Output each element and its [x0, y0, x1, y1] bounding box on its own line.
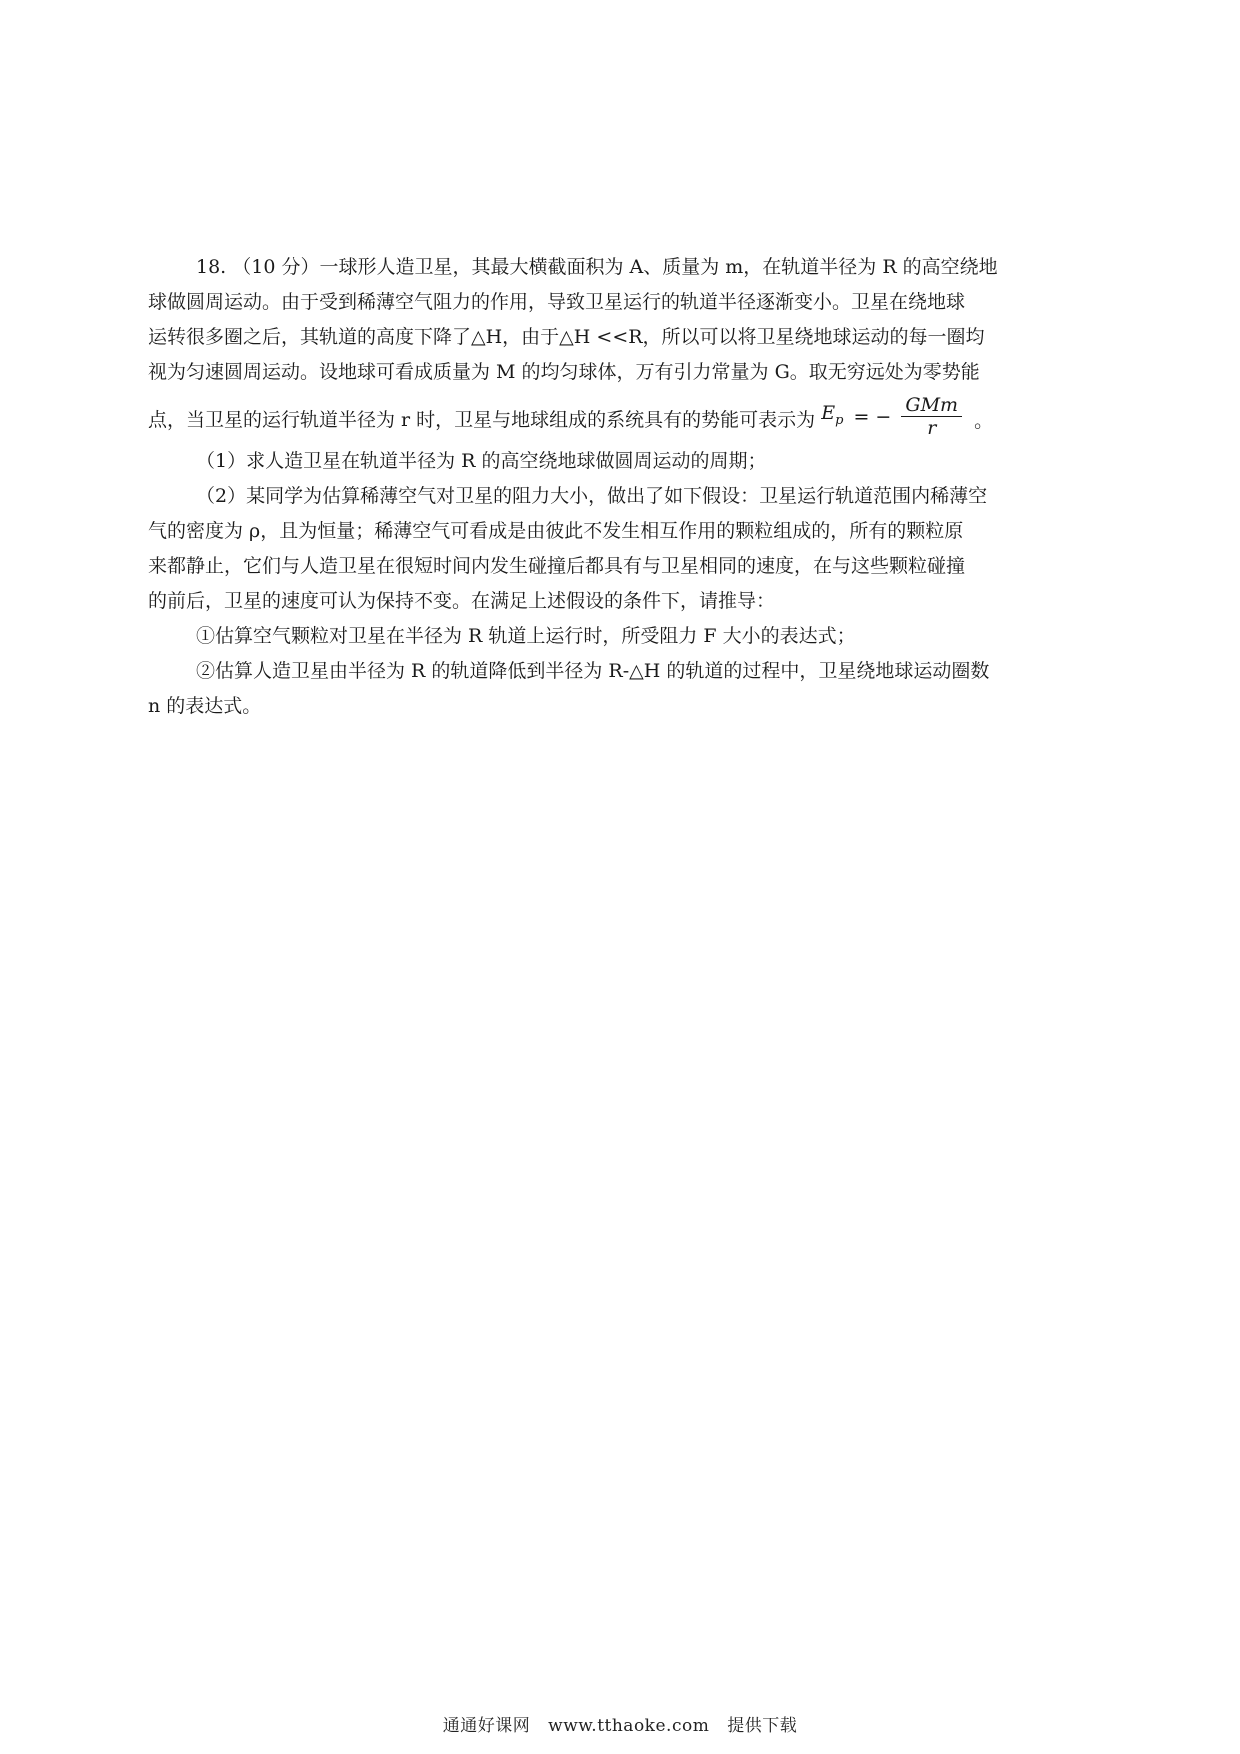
- problem-18: [148, 250, 1096, 724]
- footer-url: www.tthaoke.com: [548, 1716, 710, 1736]
- part-2-line: （2）某同学为估算稀薄空气对卫星的阻力大小，做出了如下假设：卫星运行轨道范围内稀薄空: [196, 485, 988, 507]
- footer-suffix: 提供下载: [727, 1716, 798, 1736]
- problem-text-line: 18. （10 分）一球形人造卫星，其最大横截面积为 A、质量为 m，在轨道半径为 R 的高空绕地: [196, 256, 998, 278]
- potential-energy-line: [148, 390, 1096, 444]
- problem-text-line: 视为匀速圆周运动。设地球可看成质量为 M 的均匀球体，万有引力常量为 G。取无穷远处为零势能: [148, 361, 980, 383]
- formula-end: 。: [974, 409, 994, 432]
- page-footer: [0, 1711, 1240, 1736]
- part-2-line: 的前后，卫星的速度可认为保持不变。在满足上述假设的条件下，请推导：: [148, 590, 776, 612]
- fraction-denominator: r: [927, 417, 937, 440]
- formula-line-text: 点，当卫星的运行轨道半径为 r 时，卫星与地球组成的系统具有的势能可表示为: [148, 408, 816, 431]
- fraction-numerator: GMm: [901, 394, 962, 417]
- part-2-line: 来都静止，它们与人造卫星在很短时间内发生碰撞后都具有与卫星相同的速度，在与这些颗粒碰撞: [148, 555, 966, 577]
- sub-question-1: ①估算空气颗粒对卫星在半径为 R 轨道上运行时，所受阻力 F 大小的表达式；: [196, 625, 856, 647]
- formula-lhs: $E_p$: [821, 402, 844, 428]
- sub-question-2-line: n 的表达式。: [148, 695, 262, 717]
- potential-energy-formula: [821, 386, 962, 448]
- formula-fraction: [901, 394, 962, 439]
- formula-equals-minus: = −: [853, 405, 892, 428]
- problem-text-line: 运转很多圈之后，其轨道的高度下降了△H，由于△H <<R，所以可以将卫星绕地球运动的每一圈均: [148, 326, 985, 348]
- part-2-line: 气的密度为 ρ，且为恒量；稀薄空气可看成是由彼此不发生相互作用的颗粒组成的，所有的颗粒原: [148, 520, 964, 542]
- sub-question-2-line: ②估算人造卫星由半径为 R 的轨道降低到半径为 R-△H 的轨道的过程中，卫星绕地球运动圈数: [196, 660, 990, 682]
- footer-site-name: 通通好课网: [442, 1716, 531, 1736]
- part-1: （1）求人造卫星在轨道半径为 R 的高空绕地球做圆周运动的周期；: [196, 450, 767, 472]
- problem-text-line: 球做圆周运动。由于受到稀薄空气阻力的作用，导致卫星运行的轨道半径逐渐变小。卫星在绕地球: [148, 291, 966, 313]
